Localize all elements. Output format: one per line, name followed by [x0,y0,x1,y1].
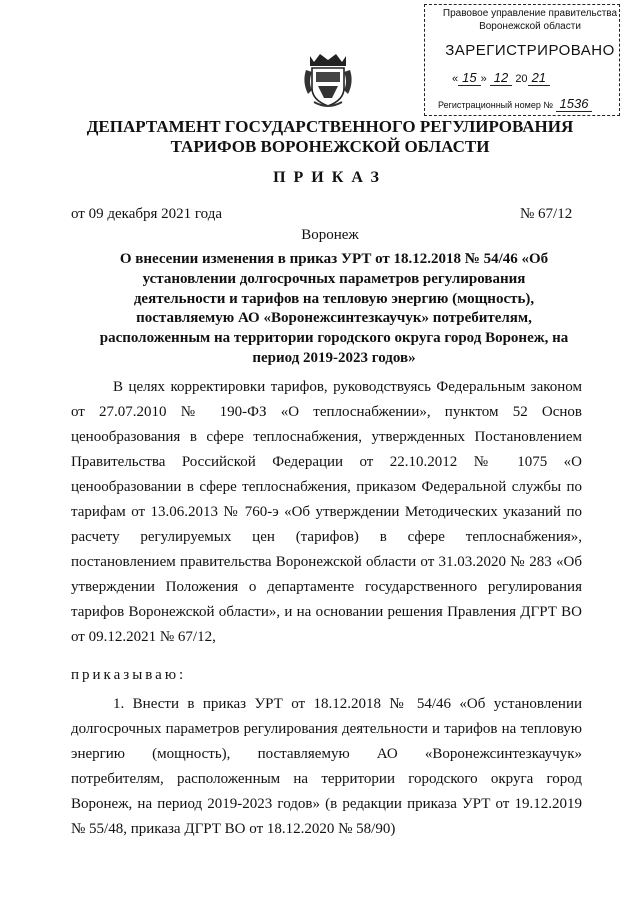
document-type: ПРИКАЗ [273,169,387,186]
stamp-year-prefix: 20 [515,73,528,85]
department-name-line2: ТАРИФОВ ВОРОНЕЖСКОЙ ОБЛАСТИ [170,137,490,156]
stamp-year-suffix: 21 [528,70,550,86]
stamp-day: 15 [458,70,480,86]
document-city: Воронеж [301,227,359,243]
document-date: от 09 декабря 2021 года [71,206,223,222]
stamp-registration-number [438,96,592,111]
stamp-reg-label: Регистрационный номер № [438,100,554,110]
stamp-authority-line1: Правовое управление правительства [442,8,618,19]
stamp-date: « 15 » 12 20 21 [452,70,550,85]
preamble-paragraph: В целях корректировки тарифов, руководствуясь Федеральным законом от 27.07.2010 № 190-ФЗ «О теплоснабжении», пунктом 52 Основ ценообразования в сфере теплоснабжения, утвержденных Постановлением Правительства Российской Федерации от 22.10.2012 № 1075 «О ценообразовании в сфере теплоснабжения, приказом Федеральной службы по тарифам от 13.06.2013 № 760-э «Об утверждении Методических указаний по расчету регулируемых цен (тарифов) в сфере теплоснабжения», постановлением правительства Воронежской области от 31.03.2020 № 283 «Об утверждении Положения о департаменте государственного регулирования тарифов Воронежской области», и на основании решения Правления ДГРТ ВО от 09.12.2021 № 67/12, [71,379,582,645]
stamp-authority-line2: Воронежской области [479,21,581,32]
department-name-line1: ДЕПАРТАМЕНТ ГОСУДАРСТВЕННОГО РЕГУЛИРОВАНИЯ [86,117,574,136]
stamp-month: 12 [490,70,512,86]
coat-of-arms-icon [300,50,356,110]
stamp-reg-value: 1536 [556,96,593,112]
order-item-1: 1. Внести в приказ УРТ от 18.12.2018 № 54/46 «Об установлении долгосрочных параметров регулирования деятельности и тарифов на тепловую энергию (мощность), поставляемую АО «Воронежсинтезкаучук» потребителям, расположенным на территории городского округа город Воронеж, на период 2019-2023 годов» (в редакции приказа УРТ от 19.12.2019 № 55/48, приказа ДГРТ ВО от 18.12.2020 № 58/90) [71,696,582,837]
document-title: О внесении изменения в приказ УРТ от 18.12.2018 № 54/46 «Об установлении долгосрочных параметров регулирования деятельности и тарифов на тепловую энергию (мощность), поставляемую АО «Воронежсинтезкаучук» потребителям, расположенным на территории городского округа город Воронеж, на период 2019-2023 годов» [99,251,569,366]
order-word: приказываю: [71,667,187,683]
document-number: № 67/12 [520,206,573,222]
stamp-registered-label: ЗАРЕГИСТРИРОВАНО [445,42,615,59]
registration-stamp [424,4,620,116]
